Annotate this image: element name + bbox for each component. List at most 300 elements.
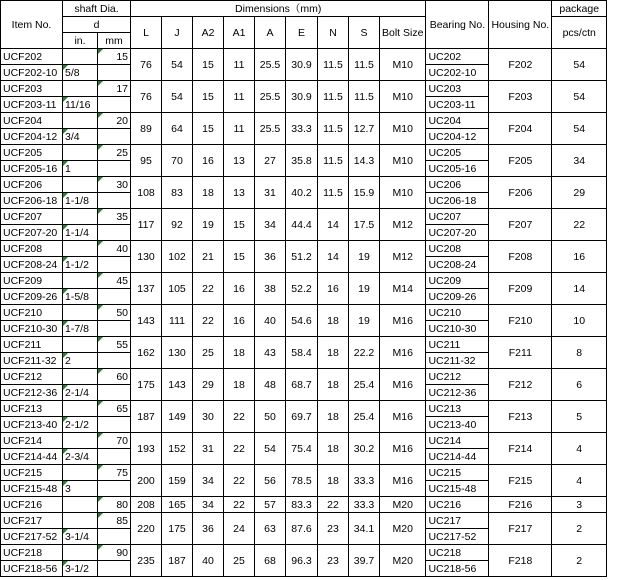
shaft-mm-cell <box>98 193 131 209</box>
housing-no-cell: F209 <box>489 273 552 305</box>
item-no-cell: UCF206-18 <box>1 193 63 209</box>
dim-a1-cell: 13 <box>224 145 255 177</box>
dim-l-cell: 175 <box>131 369 162 401</box>
bearing-no-cell: UC202 <box>426 49 489 65</box>
dim-bolt-size-cell: M20 <box>380 497 426 513</box>
table-row <box>1 513 607 529</box>
dim-a2-cell: 15 <box>193 113 224 145</box>
dim-a-cell: 57 <box>255 497 286 513</box>
table-row <box>1 401 607 417</box>
table-row <box>1 305 607 321</box>
item-no-cell: UCF211-32 <box>1 353 63 369</box>
dim-a1-cell: 11 <box>224 49 255 81</box>
dim-s-cell: 11.5 <box>349 49 380 81</box>
table-row <box>1 433 607 449</box>
dim-a2-cell: 15 <box>193 81 224 113</box>
dim-j-cell: 54 <box>162 81 193 113</box>
spec-table-body <box>1 1 607 577</box>
dim-j-cell: 64 <box>162 113 193 145</box>
dim-a1-cell: 11 <box>224 113 255 145</box>
dim-a2-cell: 22 <box>193 305 224 337</box>
dim-e-cell: 30.9 <box>286 81 318 113</box>
dim-a-cell: 36 <box>255 241 286 273</box>
dim-a-cell: 43 <box>255 337 286 369</box>
pcs-ctn-cell: 10 <box>552 305 607 337</box>
shaft-mm-cell: 45 <box>98 273 131 289</box>
dim-e-cell: 68.7 <box>286 369 318 401</box>
housing-no-cell: F210 <box>489 305 552 337</box>
dim-s-cell: 34.1 <box>349 513 380 545</box>
pcs-ctn-cell: 8 <box>552 337 607 369</box>
dim-a-cell: 40 <box>255 305 286 337</box>
dim-a1-cell: 22 <box>224 401 255 433</box>
table-row <box>1 497 607 513</box>
item-no-cell: UCF218 <box>1 545 63 561</box>
dim-n-cell: 18 <box>318 465 349 497</box>
dim-n-cell: 11.5 <box>318 49 349 81</box>
shaft-in-cell <box>63 177 98 193</box>
housing-no-cell: F217 <box>489 513 552 545</box>
shaft-in-cell <box>63 81 98 97</box>
dim-header-l: L <box>131 17 162 49</box>
dim-header-j: J <box>162 17 193 49</box>
shaft-in-cell <box>63 145 98 161</box>
dim-e-cell: 40.2 <box>286 177 318 209</box>
dim-j-cell: 187 <box>162 545 193 577</box>
shaft-in-cell: 1-1/4 <box>63 225 98 241</box>
pcs-ctn-cell: 4 <box>552 465 607 497</box>
item-no-cell: UCF216 <box>1 497 63 513</box>
shaft-dia-header: shaft Dia. <box>63 1 131 17</box>
dim-l-cell: 117 <box>131 209 162 241</box>
dim-s-cell: 39.7 <box>349 545 380 577</box>
dim-bolt-size-cell: M16 <box>380 465 426 497</box>
housing-no-cell: F218 <box>489 545 552 577</box>
bearing-no-cell: UC204-12 <box>426 129 489 145</box>
shaft-in-cell <box>63 241 98 257</box>
dim-l-cell: 137 <box>131 273 162 305</box>
dim-header-e: E <box>286 17 318 49</box>
dim-a1-cell: 16 <box>224 273 255 305</box>
bearing-no-cell: UC205-16 <box>426 161 489 177</box>
package-header: package <box>552 1 607 17</box>
dim-a2-cell: 29 <box>193 369 224 401</box>
pcs-ctn-cell: 54 <box>552 81 607 113</box>
dim-a-cell: 63 <box>255 513 286 545</box>
dim-a-cell: 25.5 <box>255 113 286 145</box>
dim-a2-cell: 15 <box>193 49 224 81</box>
shaft-in-cell: 5/8 <box>63 65 98 81</box>
item-no-cell: UCF202-10 <box>1 65 63 81</box>
dim-s-cell: 12.7 <box>349 113 380 145</box>
dim-a1-cell: 18 <box>224 337 255 369</box>
item-no-cell: UCF208 <box>1 241 63 257</box>
dim-header-bolt-size: Bolt Size <box>380 17 426 49</box>
dim-e-cell: 44.4 <box>286 209 318 241</box>
dim-a-cell: 25.5 <box>255 81 286 113</box>
dim-a2-cell: 18 <box>193 177 224 209</box>
dim-j-cell: 175 <box>162 513 193 545</box>
bearing-no-cell: UC203-11 <box>426 97 489 113</box>
dim-n-cell: 11.5 <box>318 113 349 145</box>
shaft-mm-cell <box>98 257 131 273</box>
pcs-ctn-cell: 6 <box>552 369 607 401</box>
bearing-no-cell: UC207-20 <box>426 225 489 241</box>
dim-n-cell: 23 <box>318 545 349 577</box>
dim-s-cell: 19 <box>349 241 380 273</box>
housing-no-cell: F214 <box>489 433 552 465</box>
bearing-no-cell: UC209 <box>426 273 489 289</box>
dim-j-cell: 102 <box>162 241 193 273</box>
dim-a1-cell: 11 <box>224 81 255 113</box>
shaft-mm-cell <box>98 321 131 337</box>
dim-a-cell: 68 <box>255 545 286 577</box>
item-no-cell: UCF210-30 <box>1 321 63 337</box>
shaft-mm-cell: 20 <box>98 113 131 129</box>
dim-l-cell: 220 <box>131 513 162 545</box>
shaft-in-cell: 3/4 <box>63 129 98 145</box>
dim-l-cell: 89 <box>131 113 162 145</box>
pcs-ctn-cell: 22 <box>552 209 607 241</box>
mm-header: mm <box>98 33 131 49</box>
dim-a-cell: 56 <box>255 465 286 497</box>
item-no-cell: UCF209-26 <box>1 289 63 305</box>
item-no-cell: UCF208-24 <box>1 257 63 273</box>
shaft-mm-cell: 35 <box>98 209 131 225</box>
item-no-cell: UCF217 <box>1 513 63 529</box>
bearing-no-cell: UC215 <box>426 465 489 481</box>
housing-no-cell: F216 <box>489 497 552 513</box>
dim-a1-cell: 13 <box>224 177 255 209</box>
housing-no-cell: F206 <box>489 177 552 209</box>
table-row <box>1 337 607 353</box>
item-no-cell: UCF213-40 <box>1 417 63 433</box>
shaft-in-cell: 2-3/4 <box>63 449 98 465</box>
bearing-no-cell: UC218-56 <box>426 561 489 577</box>
item-no-cell: UCF203 <box>1 81 63 97</box>
dim-a-cell: 25.5 <box>255 49 286 81</box>
table-row <box>1 145 607 161</box>
dim-n-cell: 14 <box>318 241 349 273</box>
pcs-ctn-cell: 54 <box>552 49 607 81</box>
dim-bolt-size-cell: M10 <box>380 81 426 113</box>
shaft-in-cell: 2 <box>63 353 98 369</box>
shaft-mm-cell <box>98 289 131 305</box>
dim-n-cell: 23 <box>318 513 349 545</box>
item-no-cell: UCF214 <box>1 433 63 449</box>
bearing-no-cell: UC211 <box>426 337 489 353</box>
dim-a1-cell: 24 <box>224 513 255 545</box>
bearing-no-cell: UC203 <box>426 81 489 97</box>
bearing-no-cell: UC217-52 <box>426 529 489 545</box>
dim-a-cell: 34 <box>255 209 286 241</box>
dim-bolt-size-cell: M12 <box>380 241 426 273</box>
dim-e-cell: 75.4 <box>286 433 318 465</box>
dim-bolt-size-cell: M10 <box>380 177 426 209</box>
bearing-no-cell: UC214-44 <box>426 449 489 465</box>
housing-no-cell: F203 <box>489 81 552 113</box>
dim-a-cell: 54 <box>255 433 286 465</box>
shaft-mm-cell: 30 <box>98 177 131 193</box>
table-row <box>1 241 607 257</box>
item-no-cell: UCF217-52 <box>1 529 63 545</box>
dim-s-cell: 17.5 <box>349 209 380 241</box>
dim-e-cell: 52.2 <box>286 273 318 305</box>
dim-a1-cell: 25 <box>224 545 255 577</box>
shaft-mm-cell: 75 <box>98 465 131 481</box>
bearing-no-cell: UC217 <box>426 513 489 529</box>
dim-s-cell: 33.3 <box>349 465 380 497</box>
bearing-no-cell: UC211-32 <box>426 353 489 369</box>
bearing-no-cell: UC218 <box>426 545 489 561</box>
shaft-in-cell: 3 <box>63 481 98 497</box>
dim-bolt-size-cell: M10 <box>380 113 426 145</box>
pcs-ctn-cell: 4 <box>552 433 607 465</box>
dim-j-cell: 105 <box>162 273 193 305</box>
dim-a-cell: 50 <box>255 401 286 433</box>
shaft-in-cell: 1-1/8 <box>63 193 98 209</box>
pcs-ctn-cell: 54 <box>552 113 607 145</box>
dim-e-cell: 87.6 <box>286 513 318 545</box>
shaft-in-cell <box>63 113 98 129</box>
dim-e-cell: 33.3 <box>286 113 318 145</box>
bearing-no-cell: UC209-26 <box>426 289 489 305</box>
item-no-cell: UCF212-36 <box>1 385 63 401</box>
dim-a2-cell: 25 <box>193 337 224 369</box>
bearing-no-header: Bearing No. <box>426 1 489 49</box>
shaft-mm-cell: 65 <box>98 401 131 417</box>
dim-a1-cell: 16 <box>224 305 255 337</box>
shaft-mm-cell <box>98 353 131 369</box>
table-row <box>1 545 607 561</box>
item-no-cell: UCF218-56 <box>1 561 63 577</box>
dim-bolt-size-cell: M10 <box>380 49 426 81</box>
dim-j-cell: 83 <box>162 177 193 209</box>
shaft-mm-cell: 15 <box>98 49 131 65</box>
table-row <box>1 273 607 289</box>
pcs-ctn-cell: 5 <box>552 401 607 433</box>
housing-no-cell: F207 <box>489 209 552 241</box>
dim-j-cell: 143 <box>162 369 193 401</box>
dim-l-cell: 162 <box>131 337 162 369</box>
bearing-no-cell: UC213 <box>426 401 489 417</box>
dim-header-s: S <box>349 17 380 49</box>
housing-no-cell: F215 <box>489 465 552 497</box>
dim-s-cell: 25.4 <box>349 369 380 401</box>
pcs-ctn-cell: 14 <box>552 273 607 305</box>
shaft-in-cell <box>63 465 98 481</box>
dim-j-cell: 70 <box>162 145 193 177</box>
shaft-mm-cell: 90 <box>98 545 131 561</box>
item-no-cell: UCF205 <box>1 145 63 161</box>
bearing-no-cell: UC207 <box>426 209 489 225</box>
housing-no-cell: F211 <box>489 337 552 369</box>
dim-j-cell: 165 <box>162 497 193 513</box>
table-row <box>1 465 607 481</box>
pcs-ctn-header: pcs/ctn <box>552 17 607 49</box>
item-no-cell: UCF213 <box>1 401 63 417</box>
bearing-no-cell: UC205 <box>426 145 489 161</box>
pcs-ctn-cell: 2 <box>552 545 607 577</box>
dim-e-cell: 96.3 <box>286 545 318 577</box>
dim-header-a2: A2 <box>193 17 224 49</box>
shaft-in-cell: 1-5/8 <box>63 289 98 305</box>
dim-header-a1: A1 <box>224 17 255 49</box>
housing-no-cell: F213 <box>489 401 552 433</box>
item-no-cell: UCF206 <box>1 177 63 193</box>
shaft-mm-cell: 40 <box>98 241 131 257</box>
dim-n-cell: 18 <box>318 305 349 337</box>
dim-l-cell: 235 <box>131 545 162 577</box>
dim-j-cell: 54 <box>162 49 193 81</box>
shaft-mm-cell: 60 <box>98 369 131 385</box>
dim-bolt-size-cell: M16 <box>380 369 426 401</box>
shaft-in-cell <box>63 305 98 321</box>
dim-a2-cell: 34 <box>193 497 224 513</box>
shaft-mm-cell: 70 <box>98 433 131 449</box>
dim-a1-cell: 18 <box>224 369 255 401</box>
dim-n-cell: 16 <box>318 273 349 305</box>
table-row <box>1 49 607 65</box>
shaft-in-cell: 2-1/4 <box>63 385 98 401</box>
dim-a2-cell: 34 <box>193 465 224 497</box>
shaft-in-cell <box>63 209 98 225</box>
item-no-cell: UCF210 <box>1 305 63 321</box>
table-row <box>1 369 607 385</box>
dim-l-cell: 76 <box>131 81 162 113</box>
bearing-no-cell: UC215-48 <box>426 481 489 497</box>
dim-j-cell: 152 <box>162 433 193 465</box>
dim-l-cell: 143 <box>131 305 162 337</box>
dim-s-cell: 15.9 <box>349 177 380 209</box>
dim-header-n: N <box>318 17 349 49</box>
shaft-mm-cell <box>98 561 131 577</box>
in-header: in. <box>63 33 98 49</box>
dim-e-cell: 78.5 <box>286 465 318 497</box>
table-row <box>1 177 607 193</box>
dim-s-cell: 19 <box>349 273 380 305</box>
shaft-in-cell <box>63 369 98 385</box>
item-no-cell: UCF203-11 <box>1 97 63 113</box>
shaft-in-cell: 11/16 <box>63 97 98 113</box>
dim-s-cell: 19 <box>349 305 380 337</box>
dim-n-cell: 14 <box>318 209 349 241</box>
dim-j-cell: 159 <box>162 465 193 497</box>
bearing-no-cell: UC213-40 <box>426 417 489 433</box>
shaft-in-cell: 1-1/2 <box>63 257 98 273</box>
pcs-ctn-cell: 34 <box>552 145 607 177</box>
dim-j-cell: 111 <box>162 305 193 337</box>
dim-s-cell: 33.3 <box>349 497 380 513</box>
shaft-mm-cell: 17 <box>98 81 131 97</box>
bearing-no-cell: UC210-30 <box>426 321 489 337</box>
shaft-in-cell: 1-7/8 <box>63 321 98 337</box>
item-no-cell: UCF209 <box>1 273 63 289</box>
shaft-in-cell <box>63 337 98 353</box>
bearing-no-cell: UC208-24 <box>426 257 489 273</box>
dim-e-cell: 35.8 <box>286 145 318 177</box>
dim-l-cell: 108 <box>131 177 162 209</box>
table-row <box>1 113 607 129</box>
pcs-ctn-cell: 16 <box>552 241 607 273</box>
dim-a-cell: 48 <box>255 369 286 401</box>
dim-a-cell: 31 <box>255 177 286 209</box>
dim-e-cell: 51.2 <box>286 241 318 273</box>
bearing-no-cell: UC212-36 <box>426 385 489 401</box>
item-no-cell: UCF215-48 <box>1 481 63 497</box>
dim-e-cell: 83.3 <box>286 497 318 513</box>
dim-bolt-size-cell: M12 <box>380 209 426 241</box>
shaft-in-cell <box>63 401 98 417</box>
item-no-cell: UCF212 <box>1 369 63 385</box>
item-no-cell: UCF214-44 <box>1 449 63 465</box>
housing-no-cell: F212 <box>489 369 552 401</box>
shaft-mm-cell <box>98 97 131 113</box>
item-no-cell: UCF211 <box>1 337 63 353</box>
bearing-no-cell: UC212 <box>426 369 489 385</box>
shaft-in-cell <box>63 513 98 529</box>
dim-a-cell: 38 <box>255 273 286 305</box>
shaft-in-cell <box>63 545 98 561</box>
dim-a2-cell: 31 <box>193 433 224 465</box>
shaft-in-cell: 1 <box>63 161 98 177</box>
dim-a2-cell: 22 <box>193 273 224 305</box>
dim-l-cell: 187 <box>131 401 162 433</box>
dim-n-cell: 18 <box>318 401 349 433</box>
shaft-mm-cell: 55 <box>98 337 131 353</box>
item-no-cell: UCF204-12 <box>1 129 63 145</box>
item-no-cell: UCF204 <box>1 113 63 129</box>
dim-a1-cell: 22 <box>224 465 255 497</box>
shaft-in-cell <box>63 497 98 513</box>
dim-j-cell: 92 <box>162 209 193 241</box>
dim-bolt-size-cell: M16 <box>380 305 426 337</box>
dim-l-cell: 95 <box>131 145 162 177</box>
shaft-mm-cell <box>98 161 131 177</box>
pcs-ctn-cell: 3 <box>552 497 607 513</box>
dim-s-cell: 11.5 <box>349 81 380 113</box>
table-row <box>1 209 607 225</box>
dim-j-cell: 130 <box>162 337 193 369</box>
dim-a1-cell: 15 <box>224 209 255 241</box>
dim-s-cell: 25.4 <box>349 401 380 433</box>
dim-e-cell: 30.9 <box>286 49 318 81</box>
dim-n-cell: 18 <box>318 337 349 369</box>
dim-bolt-size-cell: M10 <box>380 145 426 177</box>
shaft-mm-cell: 80 <box>98 497 131 513</box>
dim-bolt-size-cell: M16 <box>380 433 426 465</box>
item-no-cell: UCF202 <box>1 49 63 65</box>
dim-e-cell: 54.6 <box>286 305 318 337</box>
shaft-mm-cell: 85 <box>98 513 131 529</box>
shaft-mm-cell <box>98 529 131 545</box>
bearing-no-cell: UC210 <box>426 305 489 321</box>
dim-l-cell: 130 <box>131 241 162 273</box>
dim-n-cell: 22 <box>318 497 349 513</box>
bearing-no-cell: UC214 <box>426 433 489 449</box>
dim-j-cell: 149 <box>162 401 193 433</box>
dim-bolt-size-cell: M20 <box>380 513 426 545</box>
header-row-1 <box>1 1 607 17</box>
shaft-mm-cell: 25 <box>98 145 131 161</box>
housing-no-cell: F202 <box>489 49 552 81</box>
dim-l-cell: 208 <box>131 497 162 513</box>
bearing-no-cell: UC202-10 <box>426 65 489 81</box>
d-header: d <box>63 17 131 33</box>
item-no-cell: UCF215 <box>1 465 63 481</box>
shaft-in-cell: 2-1/2 <box>63 417 98 433</box>
dim-e-cell: 58.4 <box>286 337 318 369</box>
